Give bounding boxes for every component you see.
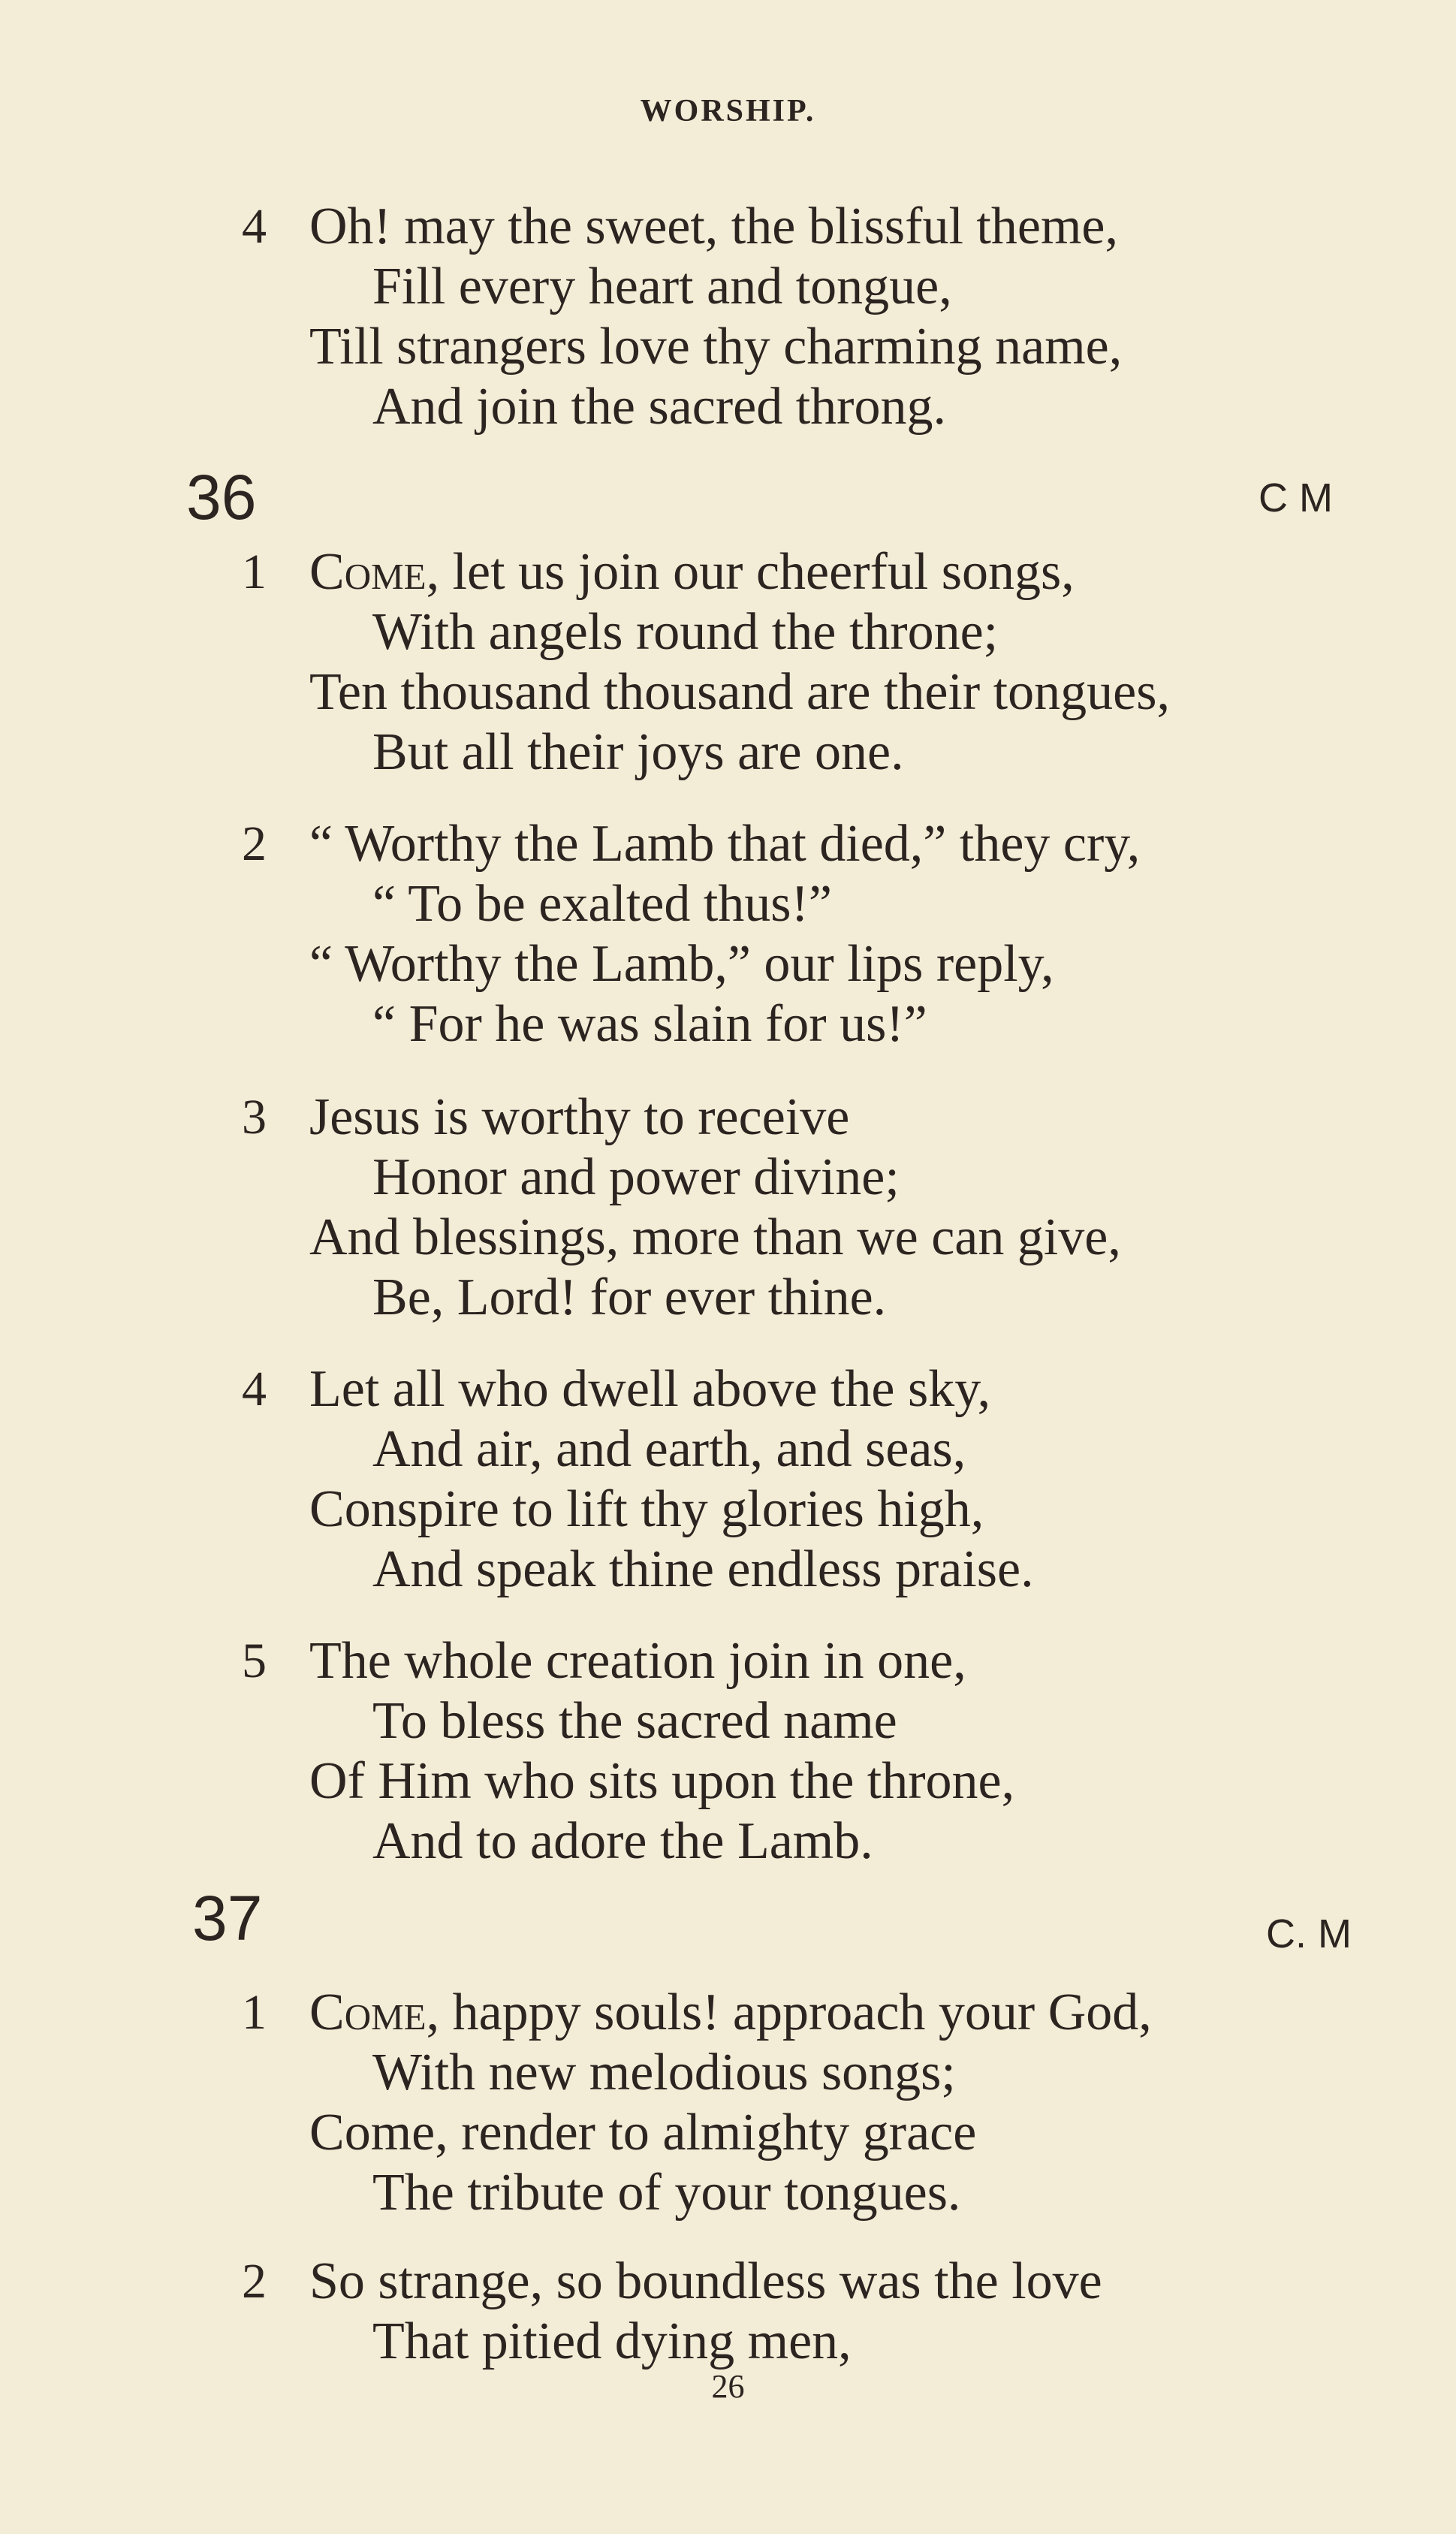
- verse-number: 5: [242, 1634, 267, 1688]
- verse-number: 1: [242, 545, 267, 599]
- verse-line: Jesus is worthy to receive: [309, 1088, 850, 1146]
- verse-line: And join the sacred throng.: [372, 378, 946, 436]
- verse-line: Ten thousand thousand are their tongues,: [309, 663, 1170, 721]
- verse-line: With angels round the throne;: [372, 603, 999, 661]
- verse-line: With new melodious songs;: [372, 2044, 956, 2101]
- verse-line: “ For he was slain for us!”: [372, 995, 927, 1053]
- verse-line: The whole creation join in one,: [309, 1632, 966, 1690]
- page-number: 26: [711, 2368, 745, 2405]
- verse-line: Come, render to almighty grace: [309, 2104, 977, 2161]
- verse-number: 4: [242, 1362, 267, 1416]
- verse-line: To bless the sacred name: [372, 1692, 897, 1750]
- verse-number: 1: [242, 1985, 267, 2040]
- first-word: Come,: [309, 1983, 440, 2041]
- verse-number: 4: [242, 199, 267, 254]
- verse-line: And air, and earth, and seas,: [372, 1420, 966, 1478]
- verse-number: 3: [242, 1090, 267, 1145]
- verse-line: Honor and power divine;: [372, 1148, 900, 1206]
- running-head: WORSHIP.: [640, 94, 816, 128]
- verse-line: “ Worthy the Lamb,” our lips reply,: [309, 935, 1054, 993]
- verse-line: [309, 542, 1075, 602]
- hymn-number: 37: [192, 1883, 263, 1953]
- verse-line: And blessings, more than we can give,: [309, 1208, 1121, 1266]
- verse-line: “ Worthy the Lamb that died,” they cry,: [309, 815, 1141, 873]
- verse-line: The tribute of your tongues.: [372, 2164, 961, 2222]
- verse-line: Of Him who sits upon the throne,: [309, 1752, 1015, 1810]
- verse-line: But all their joys are one.: [372, 723, 904, 781]
- verse-line: Conspire to lift thy glories high,: [309, 1480, 984, 1538]
- hymn-meter: C. M: [1266, 1911, 1352, 1956]
- verse-line: And speak thine endless praise.: [372, 1540, 1034, 1598]
- hymn-number: 36: [186, 462, 257, 532]
- verse-line: Fill every heart and tongue,: [372, 258, 952, 315]
- verse-line: [309, 1983, 1152, 2043]
- first-line-rest: let us join our cheerful songs,: [439, 543, 1075, 601]
- verse-line: “ To be exalted thus!”: [372, 875, 832, 933]
- verse-line: Till strangers love thy charming name,: [309, 318, 1123, 376]
- first-word: Come,: [309, 543, 440, 601]
- verse-number: 2: [242, 816, 267, 871]
- verse-line: Let all who dwell above the sky,: [309, 1360, 991, 1418]
- first-line-rest: happy souls! approach your God,: [439, 1983, 1152, 2041]
- verse-line: That pitied dying men,: [372, 2312, 852, 2370]
- verse-line: Be, Lord! for ever thine.: [372, 1269, 887, 1326]
- hymn-meter: C M: [1259, 475, 1333, 520]
- verse-line: So strange, so boundless was the love: [309, 2252, 1102, 2310]
- verse-number: 2: [242, 2254, 267, 2309]
- verse-line: And to adore the Lamb.: [372, 1812, 873, 1870]
- verse-line: Oh! may the sweet, the blissful theme,: [309, 198, 1118, 255]
